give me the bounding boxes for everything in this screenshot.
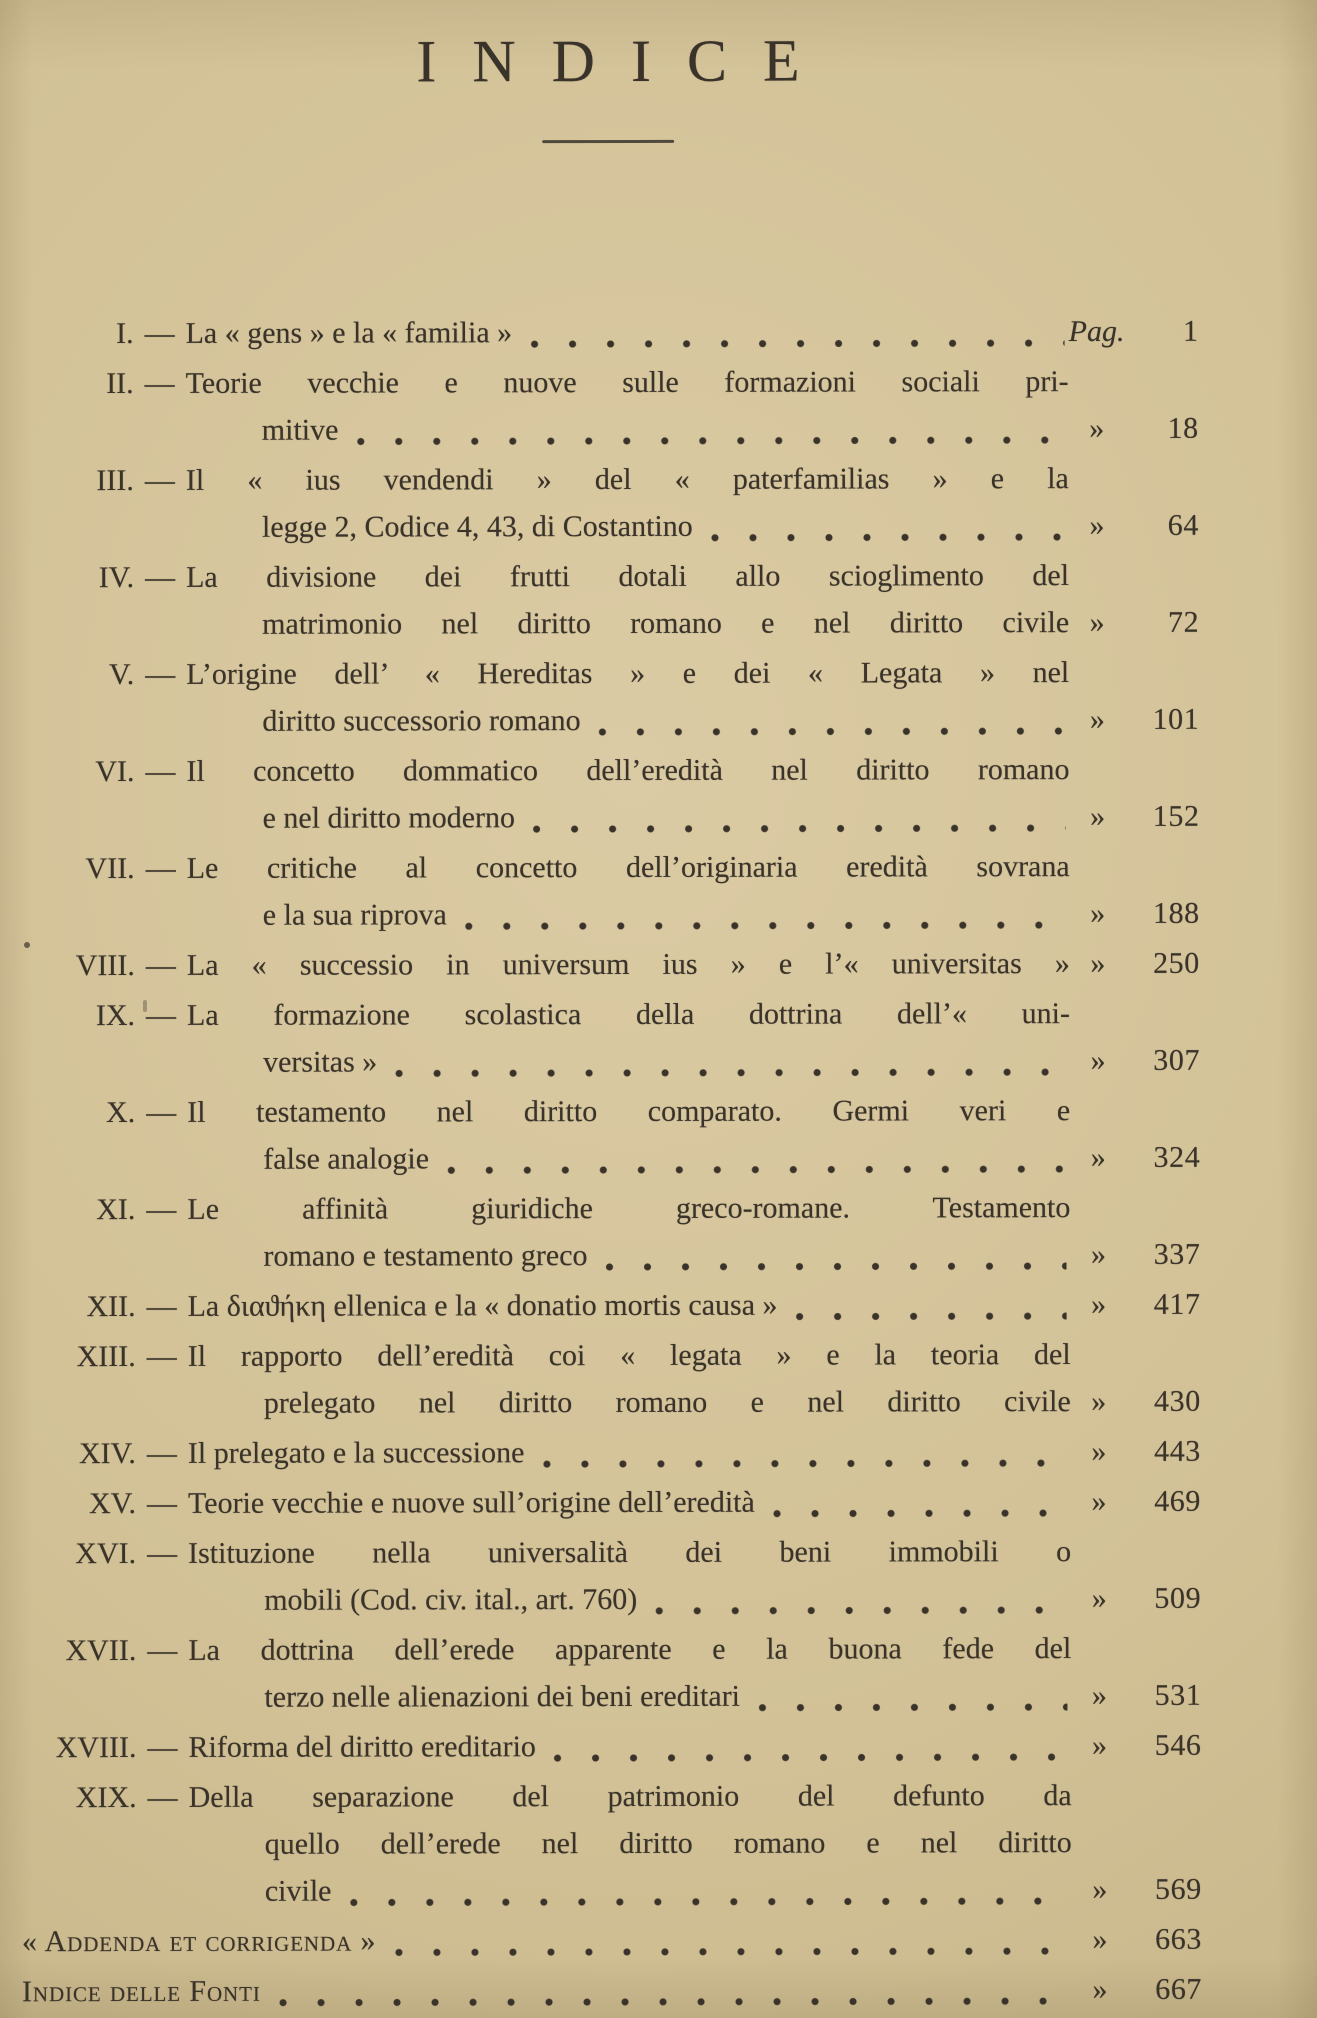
toc-entry xyxy=(19,746,1199,842)
toc-entry xyxy=(22,1772,1202,1915)
entry-number: VII. xyxy=(85,851,135,886)
entry-dash: — xyxy=(145,998,177,1032)
entry-line xyxy=(186,599,1069,648)
page-ref-mark: » xyxy=(1091,1728,1108,1762)
entry-text: matrimonio nel diritto romano e nel diritto civile xyxy=(262,606,1070,641)
entry-text: terzo nelle alienazioni dei beni ereditari xyxy=(264,1679,741,1714)
entry-text: civile xyxy=(264,1874,332,1908)
page-number: 417 xyxy=(1153,1287,1201,1321)
toc-entry xyxy=(20,990,1200,1086)
entry-title xyxy=(22,1966,1072,2015)
entry-text: Il rapporto dell’eredità coi « legata » e la teoria del xyxy=(187,1338,1071,1373)
entry-text: La formazione scolastica della dottrina dell’« uni- xyxy=(186,997,1071,1032)
entry-line xyxy=(187,1134,1070,1183)
entry-number: X. xyxy=(105,1095,136,1130)
entry-title xyxy=(186,455,1069,551)
entry-text: L’origine dell’ « Hereditas » e dei « Legata » nel xyxy=(186,656,1070,691)
page-ref-mark: » xyxy=(1089,605,1105,639)
entry-text: Le affinità giuridiche greco-romane. Testamento xyxy=(187,1191,1071,1226)
page-number: 443 xyxy=(1154,1434,1201,1468)
toc-entry xyxy=(22,1916,1202,1965)
entry-line xyxy=(188,1528,1071,1577)
page-ref-mark: » xyxy=(1091,1434,1107,1468)
entry-dash: — xyxy=(145,754,176,788)
entry-text: Istituzione nella universalità dei beni immobili o xyxy=(188,1535,1072,1570)
entry-dash: — xyxy=(147,1536,178,1570)
dot-leader xyxy=(279,1966,1068,2015)
dot-leader xyxy=(711,502,1065,550)
page-number: 307 xyxy=(1153,1043,1201,1077)
entry-title xyxy=(188,1428,1071,1477)
entry-number: XVIII. xyxy=(55,1730,137,1765)
entry-text: e nel diritto moderno xyxy=(262,801,516,835)
entry-text: La divisione dei frutti dotali allo scioglimento del xyxy=(186,559,1070,594)
entry-text: La « successio in universum ius » e l’« universitas » xyxy=(186,947,1070,982)
entry-dash: — xyxy=(144,463,175,497)
dot-leader xyxy=(349,1866,1067,1915)
page-ref-mark: » xyxy=(1089,508,1105,542)
entry-number: XI. xyxy=(96,1192,136,1227)
page-ref-mark: » xyxy=(1090,896,1106,930)
entry-number: XIX. xyxy=(75,1780,137,1815)
entry-line xyxy=(186,358,1069,407)
entry-line xyxy=(22,1916,1072,1965)
entry-line xyxy=(22,1966,1072,2015)
entry-title xyxy=(187,1087,1070,1183)
entry-text: Il « ius vendendi » del « paterfamilias » e la xyxy=(185,462,1069,497)
page-ref-mark: » xyxy=(1090,1043,1106,1077)
page-number: 337 xyxy=(1153,1237,1201,1271)
entry-dash: — xyxy=(146,1486,178,1520)
entry-line xyxy=(188,1281,1071,1330)
dot-leader xyxy=(465,890,1066,938)
entry-text: Indice delle Fonti xyxy=(21,1974,261,2009)
page-number: 324 xyxy=(1153,1140,1201,1174)
page-number: 667 xyxy=(1155,1972,1203,2006)
dot-leader xyxy=(655,1575,1067,1623)
entry-number: V. xyxy=(108,657,135,692)
entry-text: legge 2, Codice 4, 43, di Costantino xyxy=(261,509,693,544)
entry-line xyxy=(186,455,1069,504)
toc-entry xyxy=(20,940,1200,989)
entry-title xyxy=(188,1281,1071,1330)
entry-line xyxy=(186,405,1069,454)
entry-number: IX. xyxy=(95,998,136,1033)
entry-text: romano e testamento greco xyxy=(263,1239,588,1273)
entry-text: quello dell’erede nel diritto romano e nel diritto xyxy=(264,1826,1072,1861)
page-ref-mark: » xyxy=(1090,946,1106,980)
entry-title xyxy=(22,1916,1072,1965)
page-ref-mark: » xyxy=(1091,1384,1107,1418)
entry-line xyxy=(189,1866,1072,1915)
entry-dash: — xyxy=(146,1436,177,1470)
toc-list xyxy=(19,308,1203,2015)
entry-line xyxy=(186,308,1069,357)
entry-line xyxy=(189,1819,1072,1868)
entry-dash: — xyxy=(147,1780,178,1814)
page-ref-mark: » xyxy=(1092,1922,1108,1956)
entry-title xyxy=(188,1478,1071,1527)
entry-line xyxy=(188,1575,1071,1624)
entry-line xyxy=(188,1672,1071,1721)
entry-line xyxy=(187,1184,1070,1233)
toc-entry xyxy=(19,455,1199,551)
toc-entry xyxy=(19,358,1199,454)
entry-title xyxy=(186,649,1069,745)
page-ref-mark: Pag. xyxy=(1068,314,1125,349)
entry-text: La dottrina dell’erede apparente e la buona fede del xyxy=(188,1632,1072,1667)
page-number: 250 xyxy=(1153,946,1200,980)
page-number: 546 xyxy=(1154,1728,1202,1762)
entry-title xyxy=(186,552,1069,648)
dot-leader xyxy=(605,1231,1066,1279)
toc-entry xyxy=(21,1625,1201,1721)
entry-line xyxy=(188,1478,1071,1527)
toc-entry xyxy=(19,308,1199,357)
page-number: 188 xyxy=(1152,896,1200,930)
page-number: 64 xyxy=(1167,508,1199,542)
entry-dash: — xyxy=(144,316,175,350)
entry-line xyxy=(187,843,1070,892)
entry-title xyxy=(187,940,1070,989)
entry-number: XII. xyxy=(86,1289,136,1324)
entry-text: mobili (Cod. civ. ital., art. 760) xyxy=(264,1582,638,1617)
entry-text: Il prelegato e la successione xyxy=(187,1436,525,1470)
entry-text: false analogie xyxy=(263,1142,430,1176)
dot-leader xyxy=(554,1722,1068,1770)
entry-number: II. xyxy=(106,366,134,401)
entry-dash: — xyxy=(146,1192,177,1226)
entry-line xyxy=(188,1428,1071,1477)
dot-leader xyxy=(394,1916,1068,1964)
entry-title xyxy=(188,1722,1071,1771)
entry-line xyxy=(187,1087,1070,1136)
entry-text: versitas » xyxy=(263,1045,378,1079)
entry-line xyxy=(186,552,1069,601)
toc-entry xyxy=(20,1087,1200,1183)
dot-leader xyxy=(795,1281,1066,1329)
page-ref-mark: » xyxy=(1089,411,1105,445)
entry-dash: — xyxy=(146,1339,177,1373)
toc-entry xyxy=(21,1331,1201,1427)
page-number: 72 xyxy=(1167,605,1200,639)
page-ref-mark: » xyxy=(1092,1972,1108,2006)
entry-title xyxy=(186,358,1069,454)
entry-number: III. xyxy=(96,463,134,498)
entry-line xyxy=(186,696,1069,745)
dot-leader xyxy=(395,1037,1066,1085)
entry-line xyxy=(187,1037,1070,1086)
page-number: 430 xyxy=(1153,1384,1201,1418)
page-content xyxy=(18,0,1202,2018)
entry-title xyxy=(188,1625,1071,1721)
entry-text: prelegato nel diritto romano e nel diritto civile xyxy=(263,1385,1071,1420)
entry-number: XIII. xyxy=(76,1339,136,1374)
toc-entry xyxy=(22,1966,1202,2015)
toc-entry xyxy=(20,843,1200,939)
entry-line xyxy=(187,890,1070,939)
entry-dash: — xyxy=(145,851,176,885)
entry-number: I. xyxy=(116,316,134,351)
page-ref-mark: » xyxy=(1090,1237,1107,1271)
dot-leader xyxy=(533,793,1066,841)
entry-title xyxy=(189,1772,1072,1915)
entry-dash: — xyxy=(147,1730,178,1764)
entry-title xyxy=(188,1528,1071,1624)
toc-entry xyxy=(19,552,1199,648)
page-ref-mark: » xyxy=(1091,1287,1107,1321)
entry-number: VIII. xyxy=(75,948,135,983)
toc-entry xyxy=(21,1428,1201,1477)
entry-line xyxy=(188,1722,1071,1771)
dot-leader xyxy=(542,1428,1067,1476)
entry-number: VI. xyxy=(95,754,135,789)
page-ref-mark: » xyxy=(1090,1140,1106,1174)
page-number: 101 xyxy=(1152,702,1200,736)
toc-entry xyxy=(21,1478,1201,1527)
page-number: 569 xyxy=(1154,1872,1202,1906)
entry-number: XIV. xyxy=(78,1436,136,1471)
entry-text: La διαϑήκη ellenica e la « donatio mortis causa » xyxy=(187,1288,778,1323)
entry-text: Il concetto dommatico dell’eredità nel diritto romano xyxy=(186,753,1070,788)
entry-line xyxy=(186,649,1069,698)
toc-entry xyxy=(21,1281,1201,1330)
entry-line xyxy=(187,940,1070,989)
page-number: 663 xyxy=(1155,1922,1202,1956)
entry-text: mitive xyxy=(261,413,339,447)
page-ref-mark: » xyxy=(1090,799,1106,833)
dot-leader xyxy=(773,1478,1067,1526)
entry-dash: — xyxy=(145,948,176,982)
toc-entry xyxy=(21,1528,1201,1624)
entry-dash: — xyxy=(145,657,176,691)
page-title: INDICE xyxy=(416,27,836,95)
entry-title xyxy=(186,308,1069,357)
entry-text: La « gens » e la « familia » xyxy=(185,316,513,350)
entry-line xyxy=(189,1772,1072,1821)
entry-text: Riforma del diritto ereditario xyxy=(188,1730,536,1764)
entry-text: Le critiche al concetto dell’originaria eredità sovrana xyxy=(186,850,1070,885)
entry-line xyxy=(187,1231,1070,1280)
entry-title xyxy=(186,746,1069,842)
entry-text: Teorie vecchie e nuove sull’origine dell’eredità xyxy=(187,1485,755,1520)
dot-leader xyxy=(758,1672,1068,1720)
entry-number: XVI. xyxy=(75,1536,137,1571)
entry-title xyxy=(188,1331,1071,1427)
entry-text: Della separazione del patrimonio del defunto da xyxy=(188,1779,1072,1814)
entry-number: XVII. xyxy=(65,1633,137,1668)
toc-entry xyxy=(19,649,1199,745)
entry-line xyxy=(188,1331,1071,1380)
page-ref-mark: » xyxy=(1091,1678,1107,1712)
dot-leader xyxy=(599,696,1066,744)
dot-leader xyxy=(530,308,1065,356)
entry-dash: — xyxy=(146,1095,177,1129)
entry-title xyxy=(187,1184,1070,1280)
entry-title xyxy=(187,843,1070,939)
entry-text: Il testamento nel diritto comparato. Germi veri e xyxy=(187,1094,1071,1129)
page-ref-mark: » xyxy=(1091,1581,1107,1615)
entry-dash: — xyxy=(146,1289,177,1323)
page-number: 18 xyxy=(1167,411,1199,445)
entry-dash: — xyxy=(144,366,175,400)
toc-entry xyxy=(20,1184,1200,1280)
page-number: 531 xyxy=(1154,1678,1202,1712)
toc-entry xyxy=(21,1722,1201,1771)
dot-leader xyxy=(447,1134,1066,1182)
page-number: 469 xyxy=(1154,1484,1202,1518)
entry-line xyxy=(187,990,1070,1039)
entry-dash: — xyxy=(145,560,176,594)
entry-line xyxy=(186,746,1069,795)
page-number: 509 xyxy=(1154,1581,1202,1615)
entry-line xyxy=(187,793,1070,842)
entry-text: « Addenda et corrigenda » xyxy=(21,1924,377,1959)
entry-title xyxy=(187,990,1070,1086)
entry-number: IV. xyxy=(98,560,135,595)
entry-number: XV. xyxy=(89,1486,137,1521)
page-ref-mark: » xyxy=(1089,702,1105,736)
entry-text: e la sua riprova xyxy=(262,898,447,932)
title-rule xyxy=(542,140,674,143)
entry-dash: — xyxy=(147,1633,178,1667)
page-ref-mark: » xyxy=(1092,1872,1108,1906)
page-number: 1 xyxy=(1182,314,1199,348)
entry-text: diritto successorio romano xyxy=(262,704,581,738)
entry-line xyxy=(188,1378,1071,1427)
dot-leader xyxy=(356,405,1064,453)
entry-text: Teorie vecchie e nuove sulle formazioni sociali pri- xyxy=(185,365,1069,400)
entry-line xyxy=(188,1625,1071,1674)
page-ref-mark: » xyxy=(1091,1484,1107,1518)
entry-line xyxy=(186,502,1069,551)
page-number: 152 xyxy=(1152,799,1200,833)
